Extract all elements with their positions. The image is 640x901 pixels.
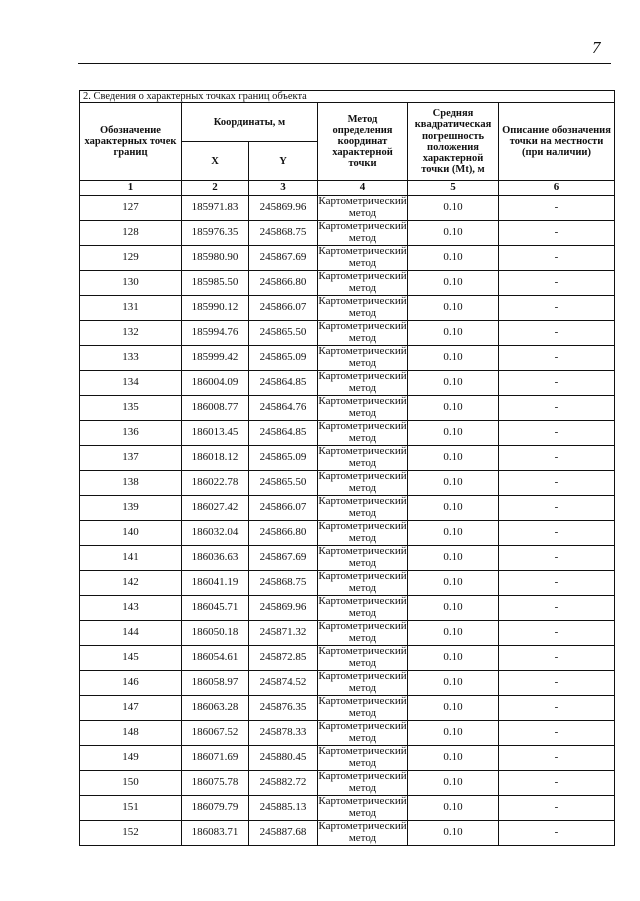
header-designation: Обозначение характерных точек границ	[80, 103, 182, 181]
method-cell: Картометрический метод	[318, 420, 407, 445]
point-number-cell: 137	[80, 446, 182, 471]
x-coordinate-cell: 186079.79	[182, 796, 249, 821]
description-cell: -	[499, 821, 615, 846]
x-coordinate-cell: 186013.45	[182, 421, 249, 446]
x-coordinate-cell: 186036.63	[182, 546, 249, 571]
method-cell: Картометрический метод	[318, 745, 407, 770]
x-coordinate-cell: 186063.28	[182, 696, 249, 721]
point-number-cell: 148	[80, 721, 182, 746]
table-row	[80, 771, 615, 796]
error-cell: 0.10	[408, 746, 499, 771]
table-row	[80, 621, 615, 646]
method-cell: Картометрический метод	[318, 570, 407, 595]
x-coordinate-cell: 186050.18	[182, 621, 249, 646]
x-coordinate-cell: 186071.69	[182, 746, 249, 771]
method-cell: Картометрический метод	[318, 795, 407, 820]
y-coordinate-cell: 245876.35	[249, 696, 318, 721]
x-coordinate-cell: 185990.12	[182, 296, 249, 321]
error-cell: 0.10	[408, 796, 499, 821]
x-coordinate-cell: 186083.71	[182, 821, 249, 846]
method-cell: Картометрический метод	[318, 770, 407, 795]
table-row	[80, 296, 615, 321]
description-cell: -	[499, 796, 615, 821]
description-cell: -	[499, 496, 615, 521]
description-cell: -	[499, 371, 615, 396]
error-cell: 0.10	[408, 471, 499, 496]
y-coordinate-cell: 245882.72	[249, 771, 318, 796]
description-cell: -	[499, 721, 615, 746]
error-cell: 0.10	[408, 271, 499, 296]
table-row	[80, 746, 615, 771]
table-row	[80, 371, 615, 396]
y-coordinate-cell: 245885.13	[249, 796, 318, 821]
method-cell: Картометрический метод	[318, 620, 407, 645]
x-coordinate-cell: 186027.42	[182, 496, 249, 521]
table-row	[80, 571, 615, 596]
header-method: Метод определения координат характерной точки	[318, 103, 408, 181]
table-row	[80, 246, 615, 271]
y-coordinate-cell: 245865.50	[249, 471, 318, 496]
description-cell: -	[499, 596, 615, 621]
description-cell: -	[499, 196, 615, 221]
y-coordinate-cell: 245878.33	[249, 721, 318, 746]
table-row	[80, 271, 615, 296]
error-cell: 0.10	[408, 546, 499, 571]
table-row	[80, 321, 615, 346]
x-coordinate-cell: 185971.83	[182, 196, 249, 221]
table-row	[80, 796, 615, 821]
point-number-cell: 130	[80, 271, 182, 296]
table-row	[80, 721, 615, 746]
description-cell: -	[499, 271, 615, 296]
table-row	[80, 221, 615, 246]
method-cell: Картометрический метод	[318, 545, 407, 570]
table-row	[80, 496, 615, 521]
description-cell: -	[499, 321, 615, 346]
error-cell: 0.10	[408, 246, 499, 271]
error-cell: 0.10	[408, 221, 499, 246]
section-title: 2. Сведения о характерных точках границ объекта	[80, 91, 615, 103]
description-cell: -	[499, 296, 615, 321]
column-number: 4	[318, 181, 408, 196]
y-coordinate-cell: 245866.07	[249, 296, 318, 321]
method-cell: Картометрический метод	[318, 595, 407, 620]
description-cell: -	[499, 396, 615, 421]
error-cell: 0.10	[408, 196, 499, 221]
description-cell: -	[499, 771, 615, 796]
header-y: Y	[249, 142, 318, 181]
method-cell: Картометрический метод	[318, 270, 407, 295]
y-coordinate-cell: 245869.96	[249, 596, 318, 621]
description-cell: -	[499, 446, 615, 471]
error-cell: 0.10	[408, 446, 499, 471]
method-cell: Картометрический метод	[318, 345, 407, 370]
method-cell: Картометрический метод	[318, 370, 407, 395]
column-number: 1	[80, 181, 182, 196]
y-coordinate-cell: 245872.85	[249, 646, 318, 671]
error-cell: 0.10	[408, 671, 499, 696]
top-rule	[78, 63, 611, 64]
x-coordinate-cell: 186008.77	[182, 396, 249, 421]
table-row	[80, 421, 615, 446]
y-coordinate-cell: 245874.52	[249, 671, 318, 696]
description-cell: -	[499, 746, 615, 771]
description-cell: -	[499, 621, 615, 646]
point-number-cell: 150	[80, 771, 182, 796]
table-row	[80, 646, 615, 671]
column-number: 6	[499, 181, 615, 196]
point-number-cell: 131	[80, 296, 182, 321]
x-coordinate-cell: 185994.76	[182, 321, 249, 346]
point-number-cell: 141	[80, 546, 182, 571]
column-number: 2	[182, 181, 249, 196]
description-cell: -	[499, 671, 615, 696]
point-number-cell: 147	[80, 696, 182, 721]
point-number-cell: 129	[80, 246, 182, 271]
column-number: 5	[408, 181, 499, 196]
point-number-cell: 135	[80, 396, 182, 421]
y-coordinate-cell: 245867.69	[249, 546, 318, 571]
description-cell: -	[499, 571, 615, 596]
error-cell: 0.10	[408, 421, 499, 446]
method-cell: Картометрический метод	[318, 295, 407, 320]
method-cell: Картометрический метод	[318, 395, 407, 420]
error-cell: 0.10	[408, 646, 499, 671]
y-coordinate-cell: 245871.32	[249, 621, 318, 646]
point-number-cell: 151	[80, 796, 182, 821]
x-coordinate-cell: 186022.78	[182, 471, 249, 496]
x-coordinate-cell: 185980.90	[182, 246, 249, 271]
x-coordinate-cell: 186075.78	[182, 771, 249, 796]
description-cell: -	[499, 346, 615, 371]
description-cell: -	[499, 246, 615, 271]
error-cell: 0.10	[408, 621, 499, 646]
x-coordinate-cell: 185999.42	[182, 346, 249, 371]
error-cell: 0.10	[408, 321, 499, 346]
header-description: Описание обозначения точки на местности (при наличии)	[499, 103, 615, 181]
point-number-cell: 133	[80, 346, 182, 371]
error-cell: 0.10	[408, 596, 499, 621]
table-row	[80, 696, 615, 721]
y-coordinate-cell: 245864.76	[249, 396, 318, 421]
x-coordinate-cell: 186045.71	[182, 596, 249, 621]
method-cell: Картометрический метод	[318, 720, 407, 745]
table-row	[80, 521, 615, 546]
x-coordinate-cell: 186058.97	[182, 671, 249, 696]
y-coordinate-cell: 245887.68	[249, 821, 318, 846]
x-coordinate-cell: 186004.09	[182, 371, 249, 396]
point-number-cell: 142	[80, 571, 182, 596]
y-coordinate-cell: 245868.75	[249, 221, 318, 246]
y-coordinate-cell: 245869.96	[249, 196, 318, 221]
point-number-cell: 127	[80, 196, 182, 221]
description-cell: -	[499, 546, 615, 571]
method-cell: Картометрический метод	[318, 220, 407, 245]
table-row	[80, 396, 615, 421]
method-cell: Картометрический метод	[318, 670, 407, 695]
method-cell: Картометрический метод	[318, 495, 407, 520]
page-number: 7	[592, 38, 601, 57]
header-error: Средняя квадратическая погрешность положения характерной точки (Mt), м	[408, 103, 499, 181]
y-coordinate-cell: 245866.80	[249, 271, 318, 296]
error-cell: 0.10	[408, 496, 499, 521]
method-cell: Картометрический метод	[318, 320, 407, 345]
point-number-cell: 139	[80, 496, 182, 521]
description-cell: -	[499, 521, 615, 546]
point-number-cell: 132	[80, 321, 182, 346]
x-coordinate-cell: 186067.52	[182, 721, 249, 746]
description-cell: -	[499, 421, 615, 446]
x-coordinate-cell: 185976.35	[182, 221, 249, 246]
y-coordinate-cell: 245868.75	[249, 571, 318, 596]
x-coordinate-cell: 186032.04	[182, 521, 249, 546]
y-coordinate-cell: 245865.09	[249, 446, 318, 471]
error-cell: 0.10	[408, 821, 499, 846]
method-cell: Картометрический метод	[318, 695, 407, 720]
header-x: X	[182, 142, 249, 181]
point-number-cell: 145	[80, 646, 182, 671]
column-number: 3	[249, 181, 318, 196]
x-coordinate-cell: 186054.61	[182, 646, 249, 671]
point-number-cell: 143	[80, 596, 182, 621]
y-coordinate-cell: 245866.07	[249, 496, 318, 521]
y-coordinate-cell: 245880.45	[249, 746, 318, 771]
method-cell: Картометрический метод	[318, 645, 407, 670]
table-row	[80, 446, 615, 471]
method-cell: Картометрический метод	[318, 195, 407, 220]
point-number-cell: 140	[80, 521, 182, 546]
y-coordinate-cell: 245864.85	[249, 421, 318, 446]
table-row	[80, 346, 615, 371]
table-row	[80, 596, 615, 621]
x-coordinate-cell: 186018.12	[182, 446, 249, 471]
point-number-cell: 152	[80, 821, 182, 846]
boundary-points-table	[79, 90, 615, 846]
method-cell: Картометрический метод	[318, 445, 407, 470]
error-cell: 0.10	[408, 696, 499, 721]
error-cell: 0.10	[408, 396, 499, 421]
table-row	[80, 471, 615, 496]
table-row	[80, 671, 615, 696]
method-cell: Картометрический метод	[318, 820, 407, 845]
description-cell: -	[499, 696, 615, 721]
method-cell: Картометрический метод	[318, 470, 407, 495]
description-cell: -	[499, 646, 615, 671]
point-number-cell: 136	[80, 421, 182, 446]
error-cell: 0.10	[408, 721, 499, 746]
error-cell: 0.10	[408, 346, 499, 371]
point-number-cell: 128	[80, 221, 182, 246]
error-cell: 0.10	[408, 371, 499, 396]
x-coordinate-cell: 186041.19	[182, 571, 249, 596]
y-coordinate-cell: 245865.09	[249, 346, 318, 371]
y-coordinate-cell: 245866.80	[249, 521, 318, 546]
method-cell: Картометрический метод	[318, 245, 407, 270]
description-cell: -	[499, 221, 615, 246]
point-number-cell: 146	[80, 671, 182, 696]
table-body	[80, 196, 615, 846]
y-coordinate-cell: 245867.69	[249, 246, 318, 271]
table-row	[80, 821, 615, 846]
point-number-cell: 134	[80, 371, 182, 396]
column-number-row	[80, 181, 615, 196]
x-coordinate-cell: 185985.50	[182, 271, 249, 296]
point-number-cell: 149	[80, 746, 182, 771]
y-coordinate-cell: 245864.85	[249, 371, 318, 396]
y-coordinate-cell: 245865.50	[249, 321, 318, 346]
error-cell: 0.10	[408, 296, 499, 321]
error-cell: 0.10	[408, 521, 499, 546]
point-number-cell: 138	[80, 471, 182, 496]
error-cell: 0.10	[408, 771, 499, 796]
method-cell: Картометрический метод	[318, 520, 407, 545]
header-coordinates: Координаты, м	[182, 103, 318, 142]
table-row	[80, 196, 615, 221]
table-row	[80, 546, 615, 571]
error-cell: 0.10	[408, 571, 499, 596]
description-cell: -	[499, 471, 615, 496]
point-number-cell: 144	[80, 621, 182, 646]
